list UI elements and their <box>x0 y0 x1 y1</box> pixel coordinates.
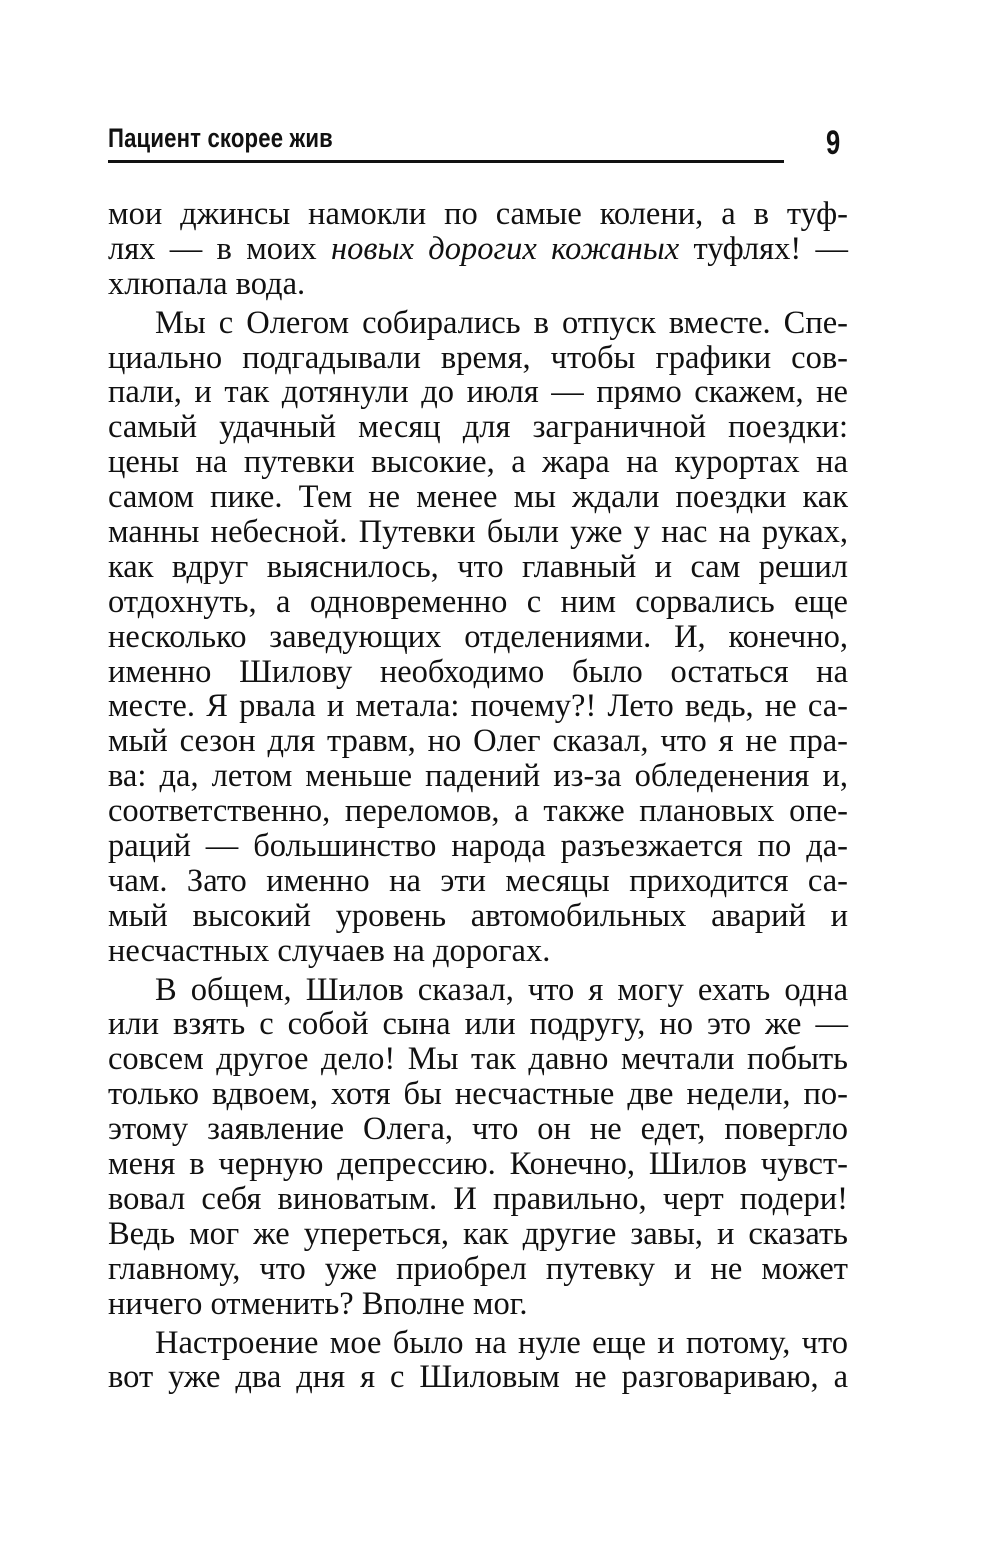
text-line: пали, и так дотянули до июля — прямо скажем, не <box>108 374 848 411</box>
text-line: хлюпала вода. <box>108 265 306 302</box>
text-line: несчастных случаев на дорогах. <box>108 932 551 969</box>
text-line: Мы с Олегом собирались в отпуск вместе. Спе- <box>155 304 848 341</box>
text-line: В общем, Шилов сказал, что я могу ехать одна <box>155 971 848 1008</box>
body-text <box>108 197 848 1395</box>
text-line: Настроение мое было на нуле еще и потому, что <box>155 1324 848 1361</box>
text-line: цены на путевки высокие, а жара на курортах на <box>108 444 848 481</box>
text-line: главному, что уже приобрел путевку и не может <box>108 1250 848 1287</box>
text-line: мои джинсы намокли по самые колени, а в туф- <box>108 196 848 232</box>
text-line: соответственно, переломов, а также плановых опе- <box>108 793 848 830</box>
text-line: именно Шилову необходимо было остаться на <box>108 653 848 690</box>
text-line: манны небесной. Путевки были уже у нас на руках, <box>108 514 848 551</box>
text-line: меня в черную депрессию. Конечно, Шилов чувст- <box>108 1146 848 1183</box>
text-line: раций — большинство народа разъезжается по да- <box>108 828 848 865</box>
text-line: мый сезон для травм, но Олег сказал, что я не пра- <box>108 723 848 760</box>
text-line: ничего отменить? Вполне мог. <box>108 1285 528 1322</box>
text-line: отдохнуть, а одновременно с ним сорвались еще <box>108 583 848 620</box>
italic-phrase: новых дорогих кожаных <box>331 230 680 267</box>
text-line: самом пике. Тем не менее мы ждали поездки как <box>108 479 848 516</box>
text-line: Ведь мог же упереться, как другие завы, и сказать <box>108 1215 848 1252</box>
page-number: 9 <box>826 124 841 162</box>
text-line: как вдруг выяснилось, что главный и сам решил <box>108 548 848 585</box>
text-line: лях — в моих новых дорогих кожаных туфлях! — <box>108 230 848 267</box>
text-line: вовал себя виноватым. И правильно, черт подери! <box>108 1180 848 1217</box>
text-line: несколько заведующих отделениями. И, конечно, <box>108 618 848 655</box>
text-line: совсем другое дело! Мы так давно мечтали побыть <box>108 1041 848 1078</box>
text-line: чам. Зато именно на эти месяцы приходится са- <box>108 862 848 899</box>
text-line: месте. Я рвала и метала: почему?! Лето ведь, не са- <box>108 688 848 725</box>
running-title: Пациент скорее жив <box>108 123 333 153</box>
text-line: только вдвоем, хотя бы несчастные две недели, по- <box>108 1076 848 1113</box>
text-line: этому заявление Олега, что он не едет, повергло <box>108 1111 848 1148</box>
text-line: вот уже два дня я с Шиловым не разговариваю, а <box>108 1359 848 1396</box>
text-line: самый удачный месяц для заграничной поездки: <box>108 409 848 446</box>
text-line: циально подгадывали время, чтобы графики сов- <box>108 339 848 376</box>
running-head <box>108 112 784 163</box>
text-line: или взять с собой сына или подругу, но это же — <box>108 1006 848 1043</box>
text-line: мый высокий уровень автомобильных аварий и <box>108 897 848 934</box>
text-line: ва: да, летом меньше падений из-за обледенения и, <box>108 758 848 795</box>
